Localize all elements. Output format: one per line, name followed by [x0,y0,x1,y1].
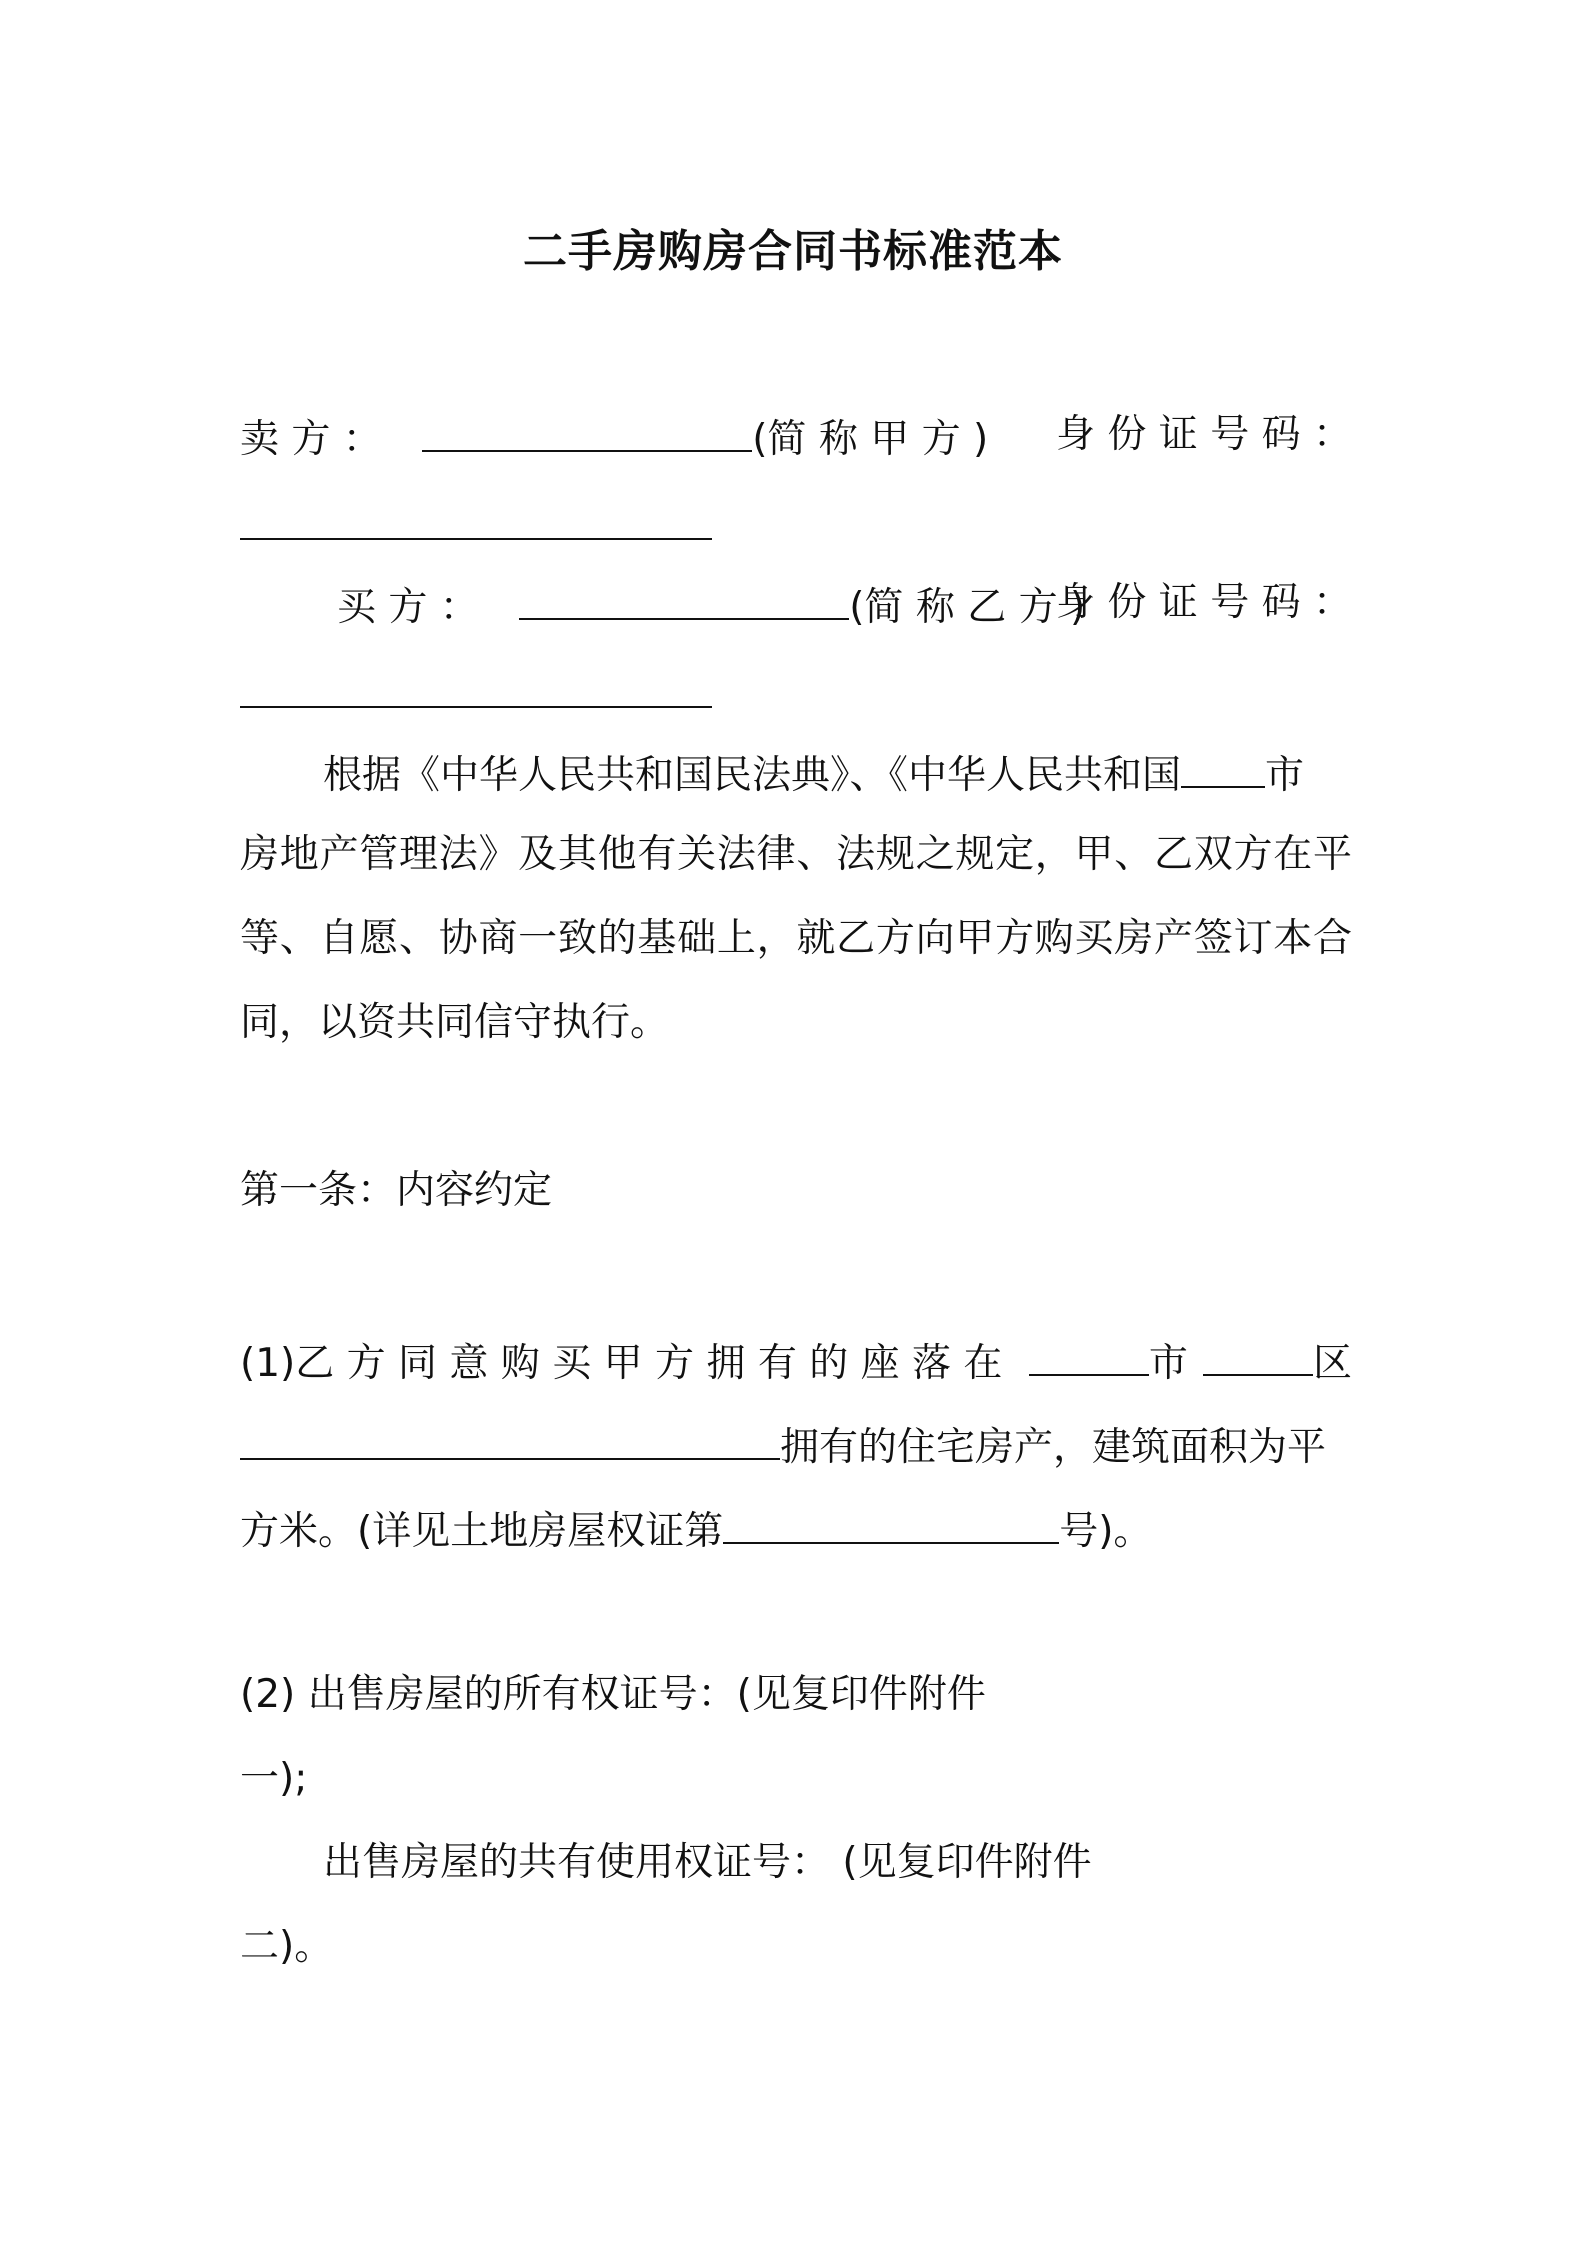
buyer-line [240,578,1352,633]
item-1-text-c: 区 [1312,1341,1352,1386]
preamble-line-4: 同，以资共同信守执行。 [240,1000,670,1045]
item-1-city-blank [1029,1334,1149,1376]
preamble-text-1b: 市 [1265,753,1305,798]
item-1-text-3b: 号)。 [1059,1509,1153,1554]
item-2-line-4: 二)。 [240,1924,334,1969]
preamble-line-3: 等、自愿、协商一致的基础上，就乙方向甲方购买房产签订本合 [240,916,1352,961]
preamble-line-2: 房地产管理法》及其他有关法律、法规之规定，甲、乙双方在平 [240,832,1352,877]
item-1-line-2 [240,1418,1352,1473]
buyer-id-label: 身 份 证 号 码 ： [1056,580,1352,625]
preamble-line-1 [240,746,1352,801]
item-2-line-1: (2) 出售房屋的所有权证号：(见复印件附件 [240,1672,986,1717]
item-1-text-b: 市 [1148,1341,1188,1386]
preamble-text-1a: 根据《中华人民共和国民法典》、《中华人民共和国 [323,753,1182,798]
item-1-address-blank [240,1418,780,1460]
item-1-text-3a: 方米。(详见土地房屋权证第 [240,1509,724,1554]
item-1-text-2: 拥有的住宅房产，建筑面积为平 [780,1425,1327,1470]
buyer-label: 买 方 ： [337,585,479,630]
article-1-heading: 第一条：内容约定 [240,1168,553,1213]
item-1-district-group [1203,1334,1352,1389]
item-1-line-3 [240,1502,1352,1557]
item-2-line-3: 出售房屋的共有使用权证号： (见复印件附件 [323,1840,1092,1885]
seller-label: 卖 方 ： [240,417,382,462]
buyer-name-blank [519,578,849,620]
document-title: 二手房购房合同书标准范本 [523,226,1063,277]
seller-abbr: (简 称 甲 方 ) [752,417,989,462]
seller-id-label: 身 份 证 号 码 ： [1056,412,1352,457]
item-1-text-a: (1)乙 方 同 意 购 买 甲 方 拥 有 的 座 落 在 [240,1341,1003,1386]
seller-id-blank [240,538,712,540]
city-blank [1181,746,1265,788]
item-2-line-2: 一); [240,1756,308,1801]
seller-line [240,410,1352,465]
item-1-line-1 [240,1334,1352,1389]
buyer-id-blank [240,706,712,708]
certificate-number-blank [723,1502,1059,1544]
seller-name-blank [422,410,752,452]
item-1-district-blank [1203,1334,1313,1376]
buyer-abbr: (简 称 乙 方 ) [849,585,1086,630]
